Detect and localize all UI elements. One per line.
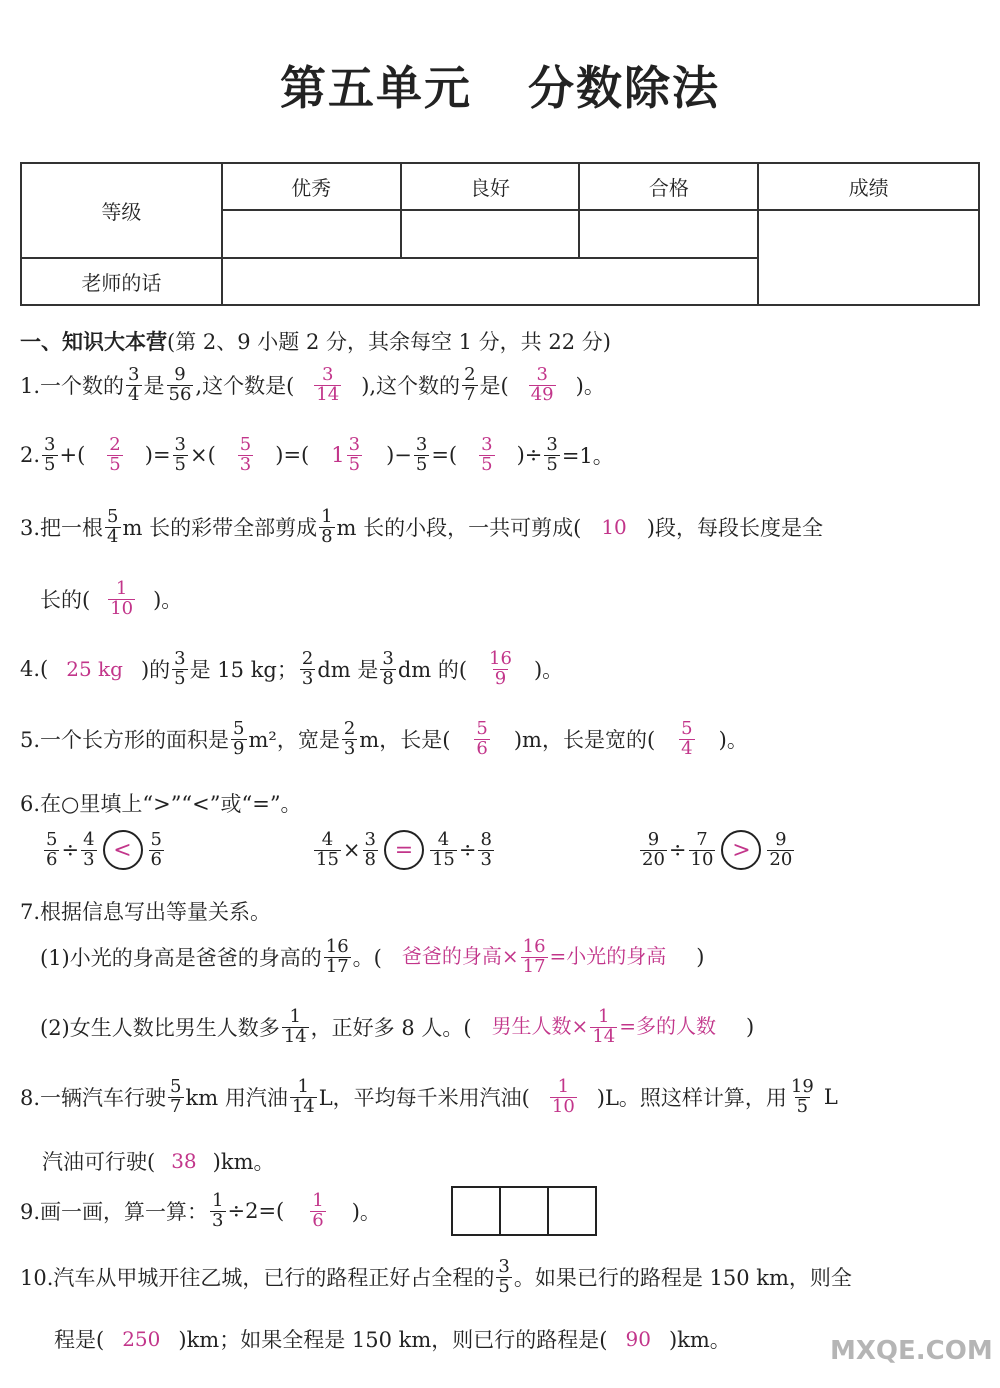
compare-circle-2[interactable]: = xyxy=(384,830,424,870)
answer-4a[interactable]: 25 kg xyxy=(66,657,123,682)
drawing-boxes[interactable] xyxy=(451,1186,597,1236)
level-pass: 合格 xyxy=(579,163,758,210)
compare-3: $\frac{9}{20}$ ÷ $\frac{7}{10}$ > $\frac{9}{20}$ xyxy=(642,828,793,870)
level-excellent-cell[interactable] xyxy=(222,210,401,258)
section-heading: 一、知识大本营 (第 2、9 小题 2 分，其余每空 1 分，共 22 分) xyxy=(20,329,611,354)
question-5: 5.一个长方形的面积是 $\frac{5}{9}$ m²，宽是 $\frac{2}{3}$ m，长是( $\frac{5}{6}$ )m，长是宽的( $\frac{5}{4}$ )。 xyxy=(20,718,748,759)
compare-circle-1[interactable]: < xyxy=(103,830,143,870)
answer-8a[interactable]: $\frac{1}{10}$ xyxy=(551,1076,575,1117)
answer-2a[interactable]: $\frac{2}{5}$ xyxy=(109,434,121,475)
answer-10a[interactable]: 250 xyxy=(122,1327,161,1351)
teacher-comment-cell[interactable] xyxy=(222,258,759,305)
answer-5a[interactable]: $\frac{5}{6}$ xyxy=(476,718,488,759)
compare-2: $\frac{4}{15}$ × $\frac{3}{8}$ = $\frac{4}{15}$ ÷ $\frac{8}{3}$ xyxy=(316,828,492,870)
answer-1b[interactable]: $\frac{3}{49}$ xyxy=(530,364,554,405)
grade-label: 等级 xyxy=(21,163,222,258)
level-pass-cell[interactable] xyxy=(579,210,758,258)
fraction: $\frac{3}{4}$ xyxy=(128,364,140,405)
level-excellent: 优秀 xyxy=(222,163,401,210)
answer-2b[interactable]: $\frac{5}{3}$ xyxy=(239,434,252,475)
answer-7a[interactable]: 爸爸的身高× $\frac{16}{17}$ =小光的身高 xyxy=(401,936,667,977)
question-8: 8.一辆汽车行驶 $\frac{5}{7}$ km 用汽油 $\frac{1}{14}$ L，平均每千米用汽油( $\frac{1}{10}$ )L。照这样计算，用 $\frac{19}{5}$ L xyxy=(20,1076,838,1117)
grade-table xyxy=(20,162,980,306)
question-8-cont: 汽油可行驶( 38 )km。 xyxy=(42,1149,275,1174)
question-6: 6.在○里填上“>”“<”或“=”。 xyxy=(20,792,302,816)
answer-2d[interactable]: $\frac{3}{5}$ xyxy=(481,434,493,475)
fraction: $\frac{2}{7}$ xyxy=(464,364,476,405)
question-10: 10.汽车从甲城开往乙城，已行的路程正好占全程的 $\frac{3}{5}$ 。如果已行的路程是 150 km，则全 xyxy=(20,1256,852,1297)
page-title: 第五单元 分数除法 xyxy=(280,61,720,115)
question-7-2: (2)女生人数比男生人数多 $\frac{1}{14}$ ，正好多 8 人。( 男生人数× $\frac{1}{14}$ =多的人数 ) xyxy=(40,1006,755,1047)
answer-4b[interactable]: $\frac{16}{9}$ xyxy=(489,648,512,689)
level-good-cell[interactable] xyxy=(401,210,580,258)
answer-10b[interactable]: 90 xyxy=(625,1327,651,1351)
question-10-cont: 程是( 250 )km；如果全程是 150 km，则已行的路程是( 90 )km。 xyxy=(54,1327,731,1352)
question-3-cont: 长的( $\frac{1}{10}$ )。 xyxy=(40,578,183,619)
level-good: 良好 xyxy=(401,163,580,210)
compare-1: $\frac{5}{6}$ ÷ $\frac{4}{3}$ < $\frac{5}{6}$ xyxy=(46,828,162,870)
question-7-1: (1)小光的身高是爸爸的身高的 $\frac{16}{17}$ 。( 爸爸的身高× $\frac{16}{17}$ =小光的身高 ) xyxy=(40,936,705,977)
question-3: 3.把一根 $\frac{5}{4}$ m 长的彩带全部剪成 $\frac{1}{8}$ m 长的小段，一共可剪成( 10 )段，每段长度是全 xyxy=(20,506,823,547)
answer-3b[interactable]: $\frac{1}{10}$ xyxy=(110,578,134,619)
compare-circle-3[interactable]: > xyxy=(721,830,761,870)
answer-9[interactable]: $\frac{1}{6}$ xyxy=(312,1189,324,1231)
answer-8b[interactable]: 38 xyxy=(171,1149,197,1173)
fraction: $\frac{9}{56}$ xyxy=(168,364,192,405)
answer-7b[interactable]: 男生人数× $\frac{1}{14}$ =多的人数 xyxy=(491,1006,716,1047)
question-2: 2. $\frac{3}{5}$ +( $\frac{2}{5}$ )= $\frac{3}{5}$ ×( $\frac{5}{3}$ )=( 1 $\frac{3}{5}$ )− $\frac{3}{5}$ =( $\frac{3}{5}$ )÷ $\frac{3}{5}$ =1。 xyxy=(20,434,614,475)
answer-3a[interactable]: 10 xyxy=(601,515,627,540)
question-1: 1.一个数的 $\frac{3}{4}$ 是 $\frac{9}{56}$ ,这个数是( $\frac{3}{14}$ ),这个数的 $\frac{2}{7}$ 是( $\frac{3}{49}$ )。 xyxy=(20,364,605,405)
score-label: 成绩 xyxy=(758,163,979,210)
question-7: 7.根据信息写出等量关系。 xyxy=(20,900,272,924)
answer-1a[interactable]: $\frac{3}{14}$ xyxy=(316,364,340,405)
score-cell[interactable] xyxy=(758,210,979,305)
teacher-label: 老师的话 xyxy=(21,258,222,305)
question-9: 9.画一画，算一算： $\frac{1}{3}$ ÷2=( $\frac{1}{6}$ )。 xyxy=(20,1186,597,1236)
watermark-text: MXQE.COM xyxy=(830,1336,993,1366)
question-4: 4.( 25 kg )的 $\frac{3}{5}$ 是 15 kg； $\frac{2}{3}$ dm 是 $\frac{3}{8}$ dm 的( $\frac{16}{9}$ )。 xyxy=(20,648,564,689)
answer-2c[interactable]: 1 $\frac{3}{5}$ xyxy=(331,434,361,475)
answer-5b[interactable]: $\frac{5}{4}$ xyxy=(681,718,693,759)
